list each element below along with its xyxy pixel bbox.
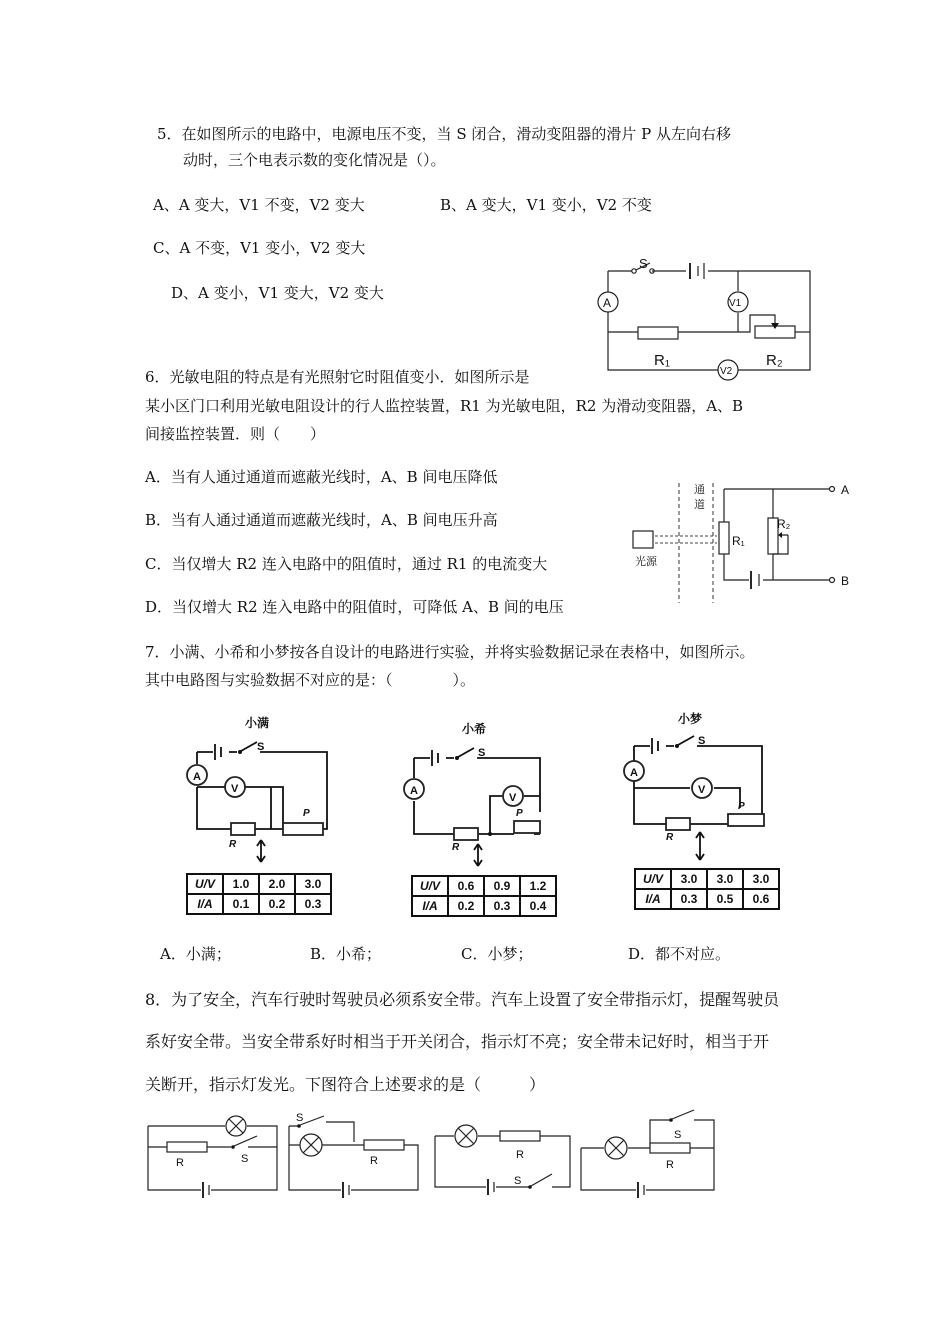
q8-circuit-b bbox=[286, 1112, 426, 1197]
q7-stem-line1: 7．小满、小希和小梦按各自设计的电路进行实验，并将实验数据记录在表格中，如图所示。 bbox=[145, 643, 755, 661]
svg-text:S: S bbox=[478, 747, 486, 759]
q7-table-xiaomeng: U/V 3.0 3.0 3.0 I/A 0.3 0.5 0.6 bbox=[634, 868, 780, 910]
svg-text:A: A bbox=[193, 771, 201, 783]
q5-option-d: D、A 变小，V1 变大，V2 变大 bbox=[171, 284, 384, 302]
q6-option-d: D．当仅增大 R2 连入电路中的阻值时，可降低 A、B 间的电压 bbox=[145, 598, 564, 616]
q8-stem-line3: 关断开，指示灯发光。下图符合上述要求的是（ ） bbox=[145, 1075, 546, 1094]
q7-circuit-xiaoxi bbox=[402, 716, 552, 853]
svg-text:道: 道 bbox=[694, 499, 705, 511]
q7-table-xiaoxi: U/V 0.6 0.9 1.2 I/A 0.2 0.3 0.4 bbox=[411, 875, 557, 917]
svg-text:R₁: R₁ bbox=[732, 534, 745, 548]
q5-option-a: A、A 变大，V1 不变，V2 变大 bbox=[153, 196, 365, 214]
svg-text:P: P bbox=[738, 801, 745, 812]
svg-text:B: B bbox=[841, 574, 850, 588]
q6-monitor-circuit-diagram bbox=[625, 475, 855, 605]
q6-stem-line1: 6．光敏电阻的特点是有光照射它时阻值变小．如图所示是 bbox=[145, 368, 530, 386]
q5-option-c: C、A 不变，V1 变小，V2 变大 bbox=[153, 239, 366, 257]
svg-text:S: S bbox=[514, 1175, 522, 1187]
svg-text:小梦: 小梦 bbox=[678, 712, 703, 726]
svg-text:A: A bbox=[841, 483, 850, 497]
svg-text:V: V bbox=[698, 784, 706, 796]
svg-text:R: R bbox=[452, 842, 460, 853]
q7-circuit-xiaoman bbox=[185, 712, 335, 850]
q6-option-a: A．当有人通过通道而遮蔽光线时，A、B 间电压降低 bbox=[145, 468, 498, 486]
svg-text:R₂: R₂ bbox=[766, 352, 783, 369]
svg-text:A: A bbox=[603, 296, 612, 310]
q5-stem-line1: 5．在如图所示的电路中，电源电压不变，当 S 闭合，滑动变阻器的滑片 P 从左向右移 bbox=[157, 125, 731, 143]
svg-text:R₁: R₁ bbox=[654, 352, 670, 369]
q7-option-b: B．小希； bbox=[310, 945, 382, 963]
svg-text:R: R bbox=[516, 1149, 524, 1161]
q5-circuit-diagram bbox=[590, 255, 820, 385]
svg-text:小满: 小满 bbox=[245, 716, 270, 730]
svg-text:R₂: R₂ bbox=[777, 517, 791, 531]
svg-text:R: R bbox=[229, 839, 237, 850]
q7-option-d: D．都不对应。 bbox=[628, 945, 731, 963]
svg-text:小希: 小希 bbox=[462, 722, 487, 736]
q7-circuit-xiaomeng bbox=[620, 708, 770, 843]
svg-text:S: S bbox=[241, 1153, 249, 1165]
svg-text:A: A bbox=[630, 767, 638, 779]
svg-text:V: V bbox=[509, 792, 517, 804]
svg-text:P: P bbox=[516, 808, 523, 819]
q5-resistor-r1 bbox=[638, 327, 678, 339]
q6-option-c: C．当仅增大 R2 连入电路中的阻值时，通过 R1 的电流变大 bbox=[145, 555, 548, 573]
svg-text:R: R bbox=[176, 1157, 184, 1169]
svg-text:V: V bbox=[231, 783, 239, 795]
q8-circuit-a bbox=[145, 1112, 285, 1197]
svg-text:A: A bbox=[410, 785, 418, 797]
svg-text:R: R bbox=[666, 832, 674, 843]
svg-text:V2: V2 bbox=[720, 366, 733, 377]
q5-switch-label: S bbox=[639, 256, 648, 271]
q5-option-b: B、A 变大，V1 变小，V2 不变 bbox=[440, 196, 652, 214]
q6-option-b: B．当有人通过通道而遮蔽光线时，A、B 间电压升高 bbox=[145, 511, 498, 529]
q6-light-source bbox=[633, 531, 653, 548]
q8-circuit-d bbox=[578, 1108, 718, 1196]
q6-stem-line3: 间接监控装置．则（ ） bbox=[145, 425, 326, 443]
svg-text:S: S bbox=[698, 735, 706, 747]
q6-photoresistor-r1 bbox=[719, 522, 729, 554]
svg-text:S: S bbox=[674, 1129, 682, 1141]
q7-table-xiaoman: U/V 1.0 2.0 3.0 I/A 0.1 0.2 0.3 bbox=[186, 873, 332, 915]
svg-text:S: S bbox=[257, 741, 265, 753]
svg-text:光源: 光源 bbox=[635, 556, 657, 568]
svg-text:V1: V1 bbox=[729, 298, 742, 309]
svg-text:S: S bbox=[296, 1112, 304, 1124]
svg-text:R: R bbox=[370, 1155, 378, 1167]
q7-stem-line2: 其中电路图与实验数据不对应的是：（ ）。 bbox=[145, 671, 476, 689]
svg-text:R: R bbox=[666, 1159, 674, 1171]
q7-option-c: C．小梦； bbox=[461, 945, 533, 963]
svg-text:P: P bbox=[303, 808, 310, 819]
q7-option-a: A．小满； bbox=[160, 945, 231, 963]
q8-circuit-c bbox=[432, 1112, 572, 1197]
q5-stem-line2: 动时，三个电表示数的变化情况是（）。 bbox=[183, 151, 446, 169]
q8-stem-line2: 系好安全带。当安全带系好时相当于开关闭合，指示灯不亮；安全带未记好时，相当于开 bbox=[145, 1032, 770, 1051]
q6-stem-line2: 某小区门口利用光敏电阻设计的行人监控装置，R1 为光敏电阻，R2 为滑动变阻器，A、B bbox=[145, 397, 744, 415]
q8-stem-line1: 8．为了安全，汽车行驶时驾驶员必须系安全带。汽车上设置了安全带指示灯，提醒驾驶员 bbox=[145, 990, 780, 1009]
svg-text:通: 通 bbox=[694, 484, 705, 496]
